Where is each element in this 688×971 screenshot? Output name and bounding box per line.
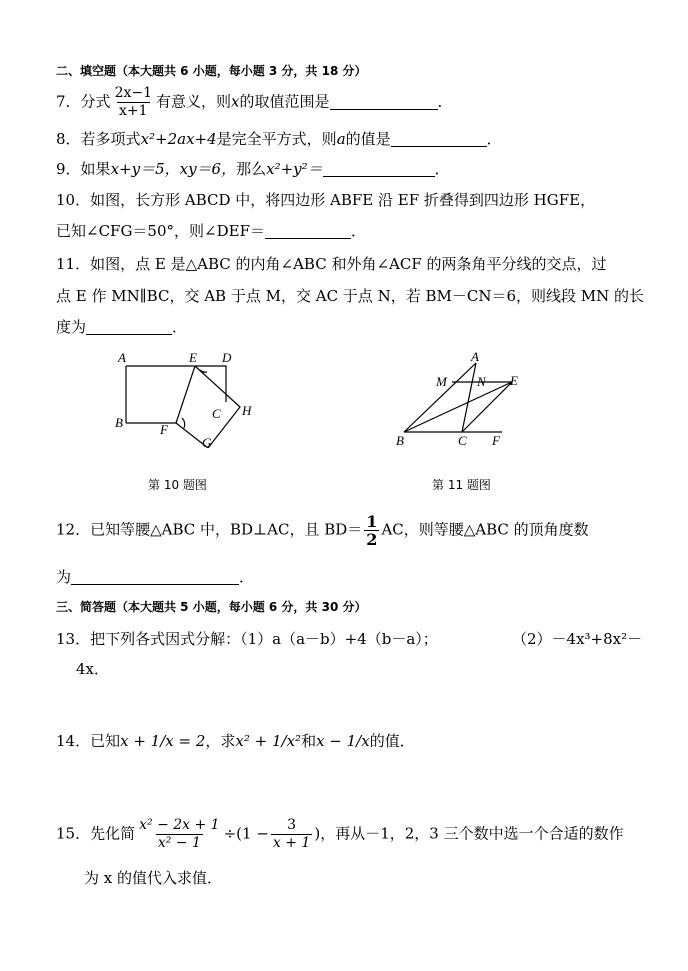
fraction-numerator: 3: [287, 817, 297, 833]
question-text: 分式: [80, 92, 111, 111]
question-14: [56, 730, 415, 752]
figure-10-caption: 第 10 题图: [148, 478, 207, 492]
question-text: 和: [301, 732, 317, 750]
fraction: [364, 513, 379, 548]
question-text: 有意义，则: [156, 92, 232, 111]
fraction-numerator: 1: [366, 512, 378, 531]
question-13-part2: （2）－4x³+8x²－: [512, 630, 643, 648]
label-f: F: [160, 422, 168, 437]
question-7: [56, 85, 453, 120]
punctuation: ．: [172, 318, 188, 336]
question-text: 如图，点 E 是△ABC 的内角∠ABC 和外角∠ACF 的两条角平分线的交点，过: [90, 255, 607, 273]
fraction: [137, 817, 221, 852]
question-text: ，求: [205, 732, 236, 750]
answer-blank[interactable]: [323, 160, 435, 177]
label-m: M: [436, 374, 447, 389]
punctuation: ．: [486, 130, 502, 148]
question-text: 先化简: [90, 824, 136, 843]
operator: ÷(1 −: [223, 824, 269, 843]
condition: xy＝6，: [179, 160, 237, 178]
label-f: F: [492, 433, 500, 448]
question-text: 若多项式: [80, 130, 141, 148]
fraction-numerator: 2x−1: [114, 85, 153, 101]
question-number: 11．: [56, 255, 91, 273]
label-a: A: [471, 350, 479, 364]
question-number: 12．: [56, 520, 91, 539]
fraction-denominator: x + 1: [272, 835, 311, 851]
condition: x+y＝5，: [110, 160, 180, 178]
figure-11-caption: 第 11 题图: [432, 478, 491, 492]
question-text: AC，则等腰△ABC 的顶角度数: [381, 520, 589, 539]
question-9: [56, 158, 450, 180]
angle-arc-f: [182, 418, 185, 428]
variable: x: [231, 92, 240, 111]
answer-blank[interactable]: [391, 130, 487, 147]
question-15-line2: 为 x 的值代入求值．: [84, 869, 222, 887]
figure-10-diagram: [110, 348, 280, 448]
variable: a: [336, 130, 346, 148]
question-number: 9．: [56, 160, 81, 178]
question-text: 点 E 作 MN∥BC，交 AB 于点 M，交 AC 于点 N，若 BM－CN＝6，则线段 MN 的长: [56, 287, 645, 305]
label-n: N: [477, 374, 486, 389]
question-number: 8．: [56, 130, 81, 148]
line-ce: [462, 382, 512, 432]
label-g: G: [202, 435, 212, 448]
label-b: B: [396, 433, 404, 448]
question-number: 14．: [56, 732, 91, 750]
question-text: 已知等腰△ABC 中，BD⊥AC，且 BD＝: [90, 520, 363, 539]
fraction: [271, 817, 312, 852]
question-text: 如图，长方形 ABCD 中，将四边形 ABFE 沿 EF 折叠得到四边形 HGFE，: [90, 191, 596, 209]
expression: x²+y²＝: [266, 160, 323, 178]
question-12: [56, 513, 589, 548]
question-text: 已知∠CFG＝50°，则∠DEF＝: [56, 222, 265, 240]
question-number: 10．: [56, 191, 91, 209]
question-13: [56, 628, 438, 650]
question-15: [56, 817, 624, 852]
question-11-line3: [56, 316, 187, 338]
figure-11-diagram: [390, 350, 530, 450]
label-b: B: [115, 415, 123, 430]
question-10-line2: [56, 220, 366, 242]
section-heading: 二、填空题（本大题共 6 小题，每小题 3 分，共 18 分）: [56, 64, 367, 78]
fraction-numerator: x² − 2x + 1: [139, 817, 220, 833]
line-be: [404, 382, 512, 432]
question-text: )，再从－1，2，3 三个数中选一个合适的数作: [314, 824, 624, 843]
question-number: 15．: [56, 824, 91, 843]
expression: x − 1/x: [316, 732, 370, 750]
label-d: D: [222, 350, 232, 365]
question-text: 的值是: [345, 130, 391, 148]
question-8: [56, 128, 502, 150]
question-text: 是完全平方式，则: [216, 130, 337, 148]
question-10: [56, 189, 595, 211]
fraction-denominator: x+1: [119, 103, 148, 119]
label-a: A: [118, 350, 126, 365]
question-number: 13．: [56, 630, 91, 648]
punctuation: ．: [239, 568, 255, 586]
label-c: C: [212, 406, 221, 421]
question-text: 度为: [56, 318, 87, 336]
section-heading: 三、简答题（本大题共 5 小题，每小题 6 分，共 30 分）: [56, 600, 367, 614]
question-text: 那么: [236, 160, 267, 178]
fraction: [113, 85, 154, 120]
fraction-denominator: 2: [366, 530, 378, 549]
label-c: C: [458, 433, 467, 448]
given-equation: x + 1/x = 2: [120, 732, 206, 750]
label-e: E: [510, 373, 518, 388]
question-text: 已知: [90, 732, 121, 750]
label-e: E: [189, 350, 197, 365]
question-text: 的取值范围是: [239, 92, 330, 111]
question-text: 把下列各式因式分解：（1）a（a－b）+4（b－a）；: [90, 630, 438, 648]
answer-blank[interactable]: [71, 568, 239, 585]
question-11: [56, 253, 607, 275]
rect-top-right: [126, 366, 226, 402]
polynomial: x²+2ax+4: [140, 130, 217, 148]
punctuation: ．: [350, 222, 366, 240]
question-11-line2: [56, 285, 644, 307]
answer-blank[interactable]: [265, 222, 351, 239]
label-h: H: [242, 403, 252, 418]
punctuation: ．: [437, 92, 453, 111]
fraction-denominator: x² − 1: [157, 835, 201, 851]
answer-blank[interactable]: [330, 93, 438, 110]
question-number: 7．: [56, 92, 81, 111]
question-13-line2: 4x．: [76, 660, 110, 678]
fold-line-ef: [176, 366, 195, 423]
question-text: 如果: [80, 160, 111, 178]
question-text: 为: [56, 568, 72, 586]
question-12-line2: [56, 566, 254, 588]
question-text: 的值．: [369, 732, 415, 750]
punctuation: ．: [434, 160, 450, 178]
line-ac: [462, 363, 476, 432]
answer-blank[interactable]: [86, 318, 172, 335]
expression: x² + 1/x²: [235, 732, 302, 750]
